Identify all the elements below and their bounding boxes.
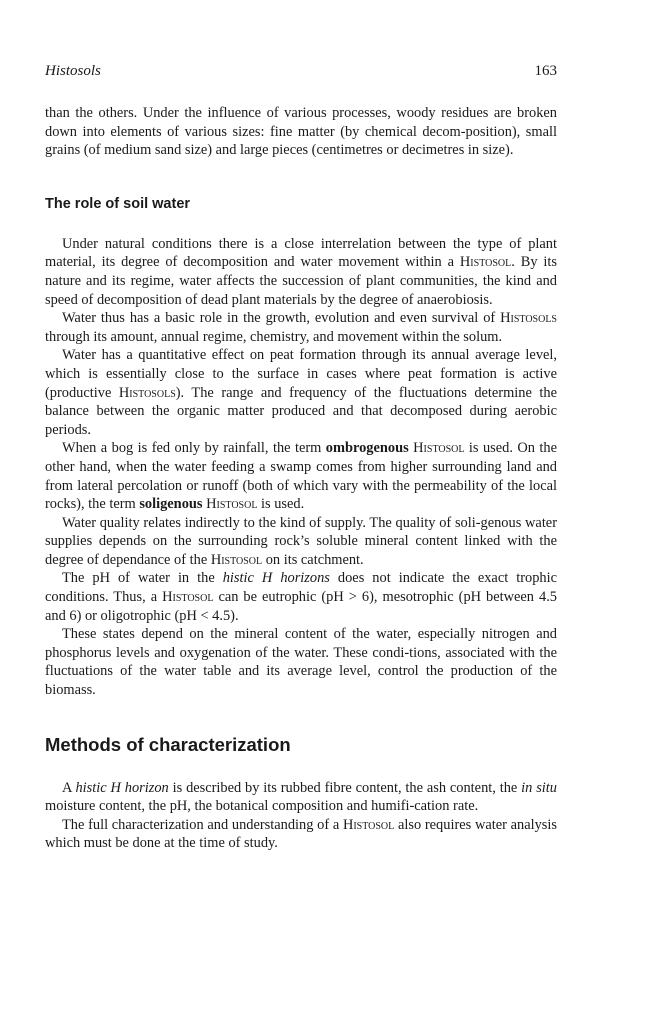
- bold-term: ombrogenous: [325, 440, 409, 457]
- small-caps-term: Histosol: [210, 551, 263, 568]
- paragraph: Water thus has a basic role in the growth, evolution and even survival of Histosols through its amount, annual regime, chemistry, and movement within the solum.: [45, 310, 557, 345]
- italic-term: histic H horizons: [222, 570, 330, 587]
- bold-term: soligenous: [139, 496, 203, 513]
- italic-term: in situ: [521, 779, 558, 796]
- paragraph: Under natural conditions there is a close interrelation between the type of plant material, its degree of decomposition and water movement within a Histosol. By its nature and its regime, water affects the succession of plant communities, the kind and speed of decomposition of dead plant materials by the degree of anaerobiosis.: [45, 235, 557, 308]
- small-caps-term: Histosol: [206, 496, 258, 513]
- paragraph: The full characterization and understanding of a Histosol also requires water analysis which must be done at the time of study.: [45, 816, 557, 852]
- small-caps-term: Histosol: [459, 254, 512, 271]
- small-caps-term: Histosol: [413, 440, 465, 457]
- running-header: [45, 61, 557, 81]
- section-heading-methods: Methods of characterization: [45, 733, 291, 755]
- small-caps-term: Histosol: [342, 816, 395, 833]
- paragraph: Water has a quantitative effect on peat formation through its annual average level, which is essentially close to the surface in cases where peat formation is active (productive Histosols). The range and frequency of the fluctuations determine the balance between the organic matter produced and that decomposed during aerobic periods.: [45, 347, 557, 438]
- section-heading-soil-water: The role of soil water: [45, 195, 191, 212]
- paragraph: When a bog is fed only by rainfall, the term ombrogenous Histosol is used. On the other hand, when the water feeding a swamp comes from higher surrounding land and from lateral percolation or runoff (both of which vary with the permeability of the local rocks), the term soligenous Histosol is used.: [45, 440, 557, 513]
- running-title: Histosols: [45, 63, 101, 79]
- small-caps-term: Histosols: [500, 310, 557, 327]
- paragraph: These states depend on the mineral content of the water, especially nitrogen and phosphorus levels and oxygenation of the water. These condi-tions, associated with the fluctuations of the water table and its average level, control the production of the biomass.: [45, 626, 557, 699]
- page-body: [45, 104, 557, 853]
- paragraph: The pH of water in the histic H horizons does not indicate the exact trophic conditions. Thus, a Histosol can be eutrophic (pH > 6), mesotrophic (pH between 4.5 and 6) or oligotrophic (pH < 4.5).: [45, 570, 557, 624]
- italic-term: histic H horizon: [75, 779, 169, 796]
- continued-paragraph: than the others. Under the influence of various processes, woody residues are broken down into elements of various sizes: fine matter (by chemical decom-position), small grains (of medium sand size) and large pieces (centimetres or decimetres in size).: [45, 105, 557, 159]
- paragraph: A histic H horizon is described by its rubbed fibre content, the ash content, the in situ moisture content, the pH, the botanical composition and humifi-cation rate.: [45, 779, 558, 815]
- paragraph: Water quality relates indirectly to the kind of supply. The quality of soli-genous water supplies depends on the surrounding rock’s soluble mineral content linked with the degree of dependance of the Histosol on its catchment.: [45, 514, 557, 568]
- small-caps-term: Histosol: [162, 589, 214, 606]
- page-number: 163: [534, 63, 557, 79]
- small-caps-term: Histosols: [118, 384, 176, 401]
